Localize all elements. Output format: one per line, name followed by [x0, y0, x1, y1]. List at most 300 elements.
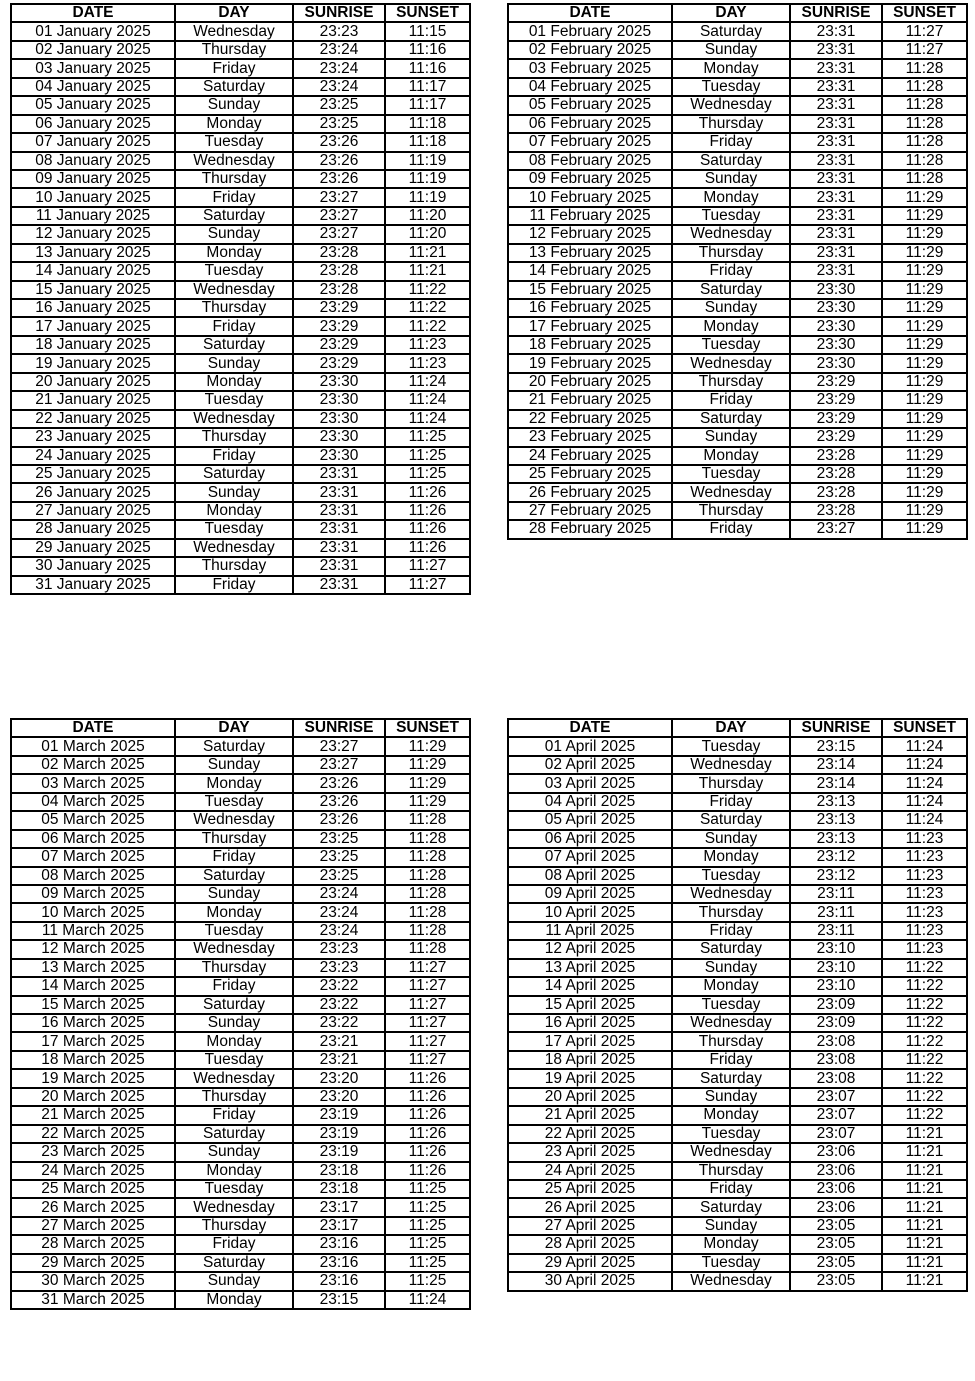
sunrise-cell: 23:10: [790, 977, 882, 995]
date-cell: 05 February 2025: [508, 96, 672, 114]
sunset-cell: 11:22: [882, 1069, 967, 1087]
sunrise-cell: 23:31: [790, 115, 882, 133]
sunrise-cell: 23:28: [293, 244, 385, 262]
table-row: [11, 78, 470, 96]
date-cell: 07 February 2025: [508, 133, 672, 151]
sunrise-cell: 23:19: [293, 1143, 385, 1161]
sunrise-cell: 23:28: [790, 465, 882, 483]
sunrise-cell: 23:11: [790, 903, 882, 921]
sunset-cell: 11:26: [385, 483, 470, 501]
table-row: [508, 262, 967, 280]
day-cell: Sunday: [672, 830, 790, 848]
date-cell: 25 February 2025: [508, 465, 672, 483]
date-cell: 11 January 2025: [11, 207, 175, 225]
date-header: DATE: [11, 4, 175, 22]
day-cell: Wednesday: [175, 410, 293, 428]
date-cell: 30 January 2025: [11, 557, 175, 575]
date-cell: 19 February 2025: [508, 354, 672, 372]
sunrise-cell: 23:30: [293, 428, 385, 446]
table-row: [11, 262, 470, 280]
sunset-cell: 11:24: [882, 774, 967, 792]
table-row: [11, 1088, 470, 1106]
sunset-cell: 11:29: [385, 737, 470, 755]
sunrise-cell: 23:31: [790, 244, 882, 262]
sunset-cell: 11:21: [882, 1217, 967, 1235]
date-cell: 01 February 2025: [508, 22, 672, 40]
table-row: [11, 1125, 470, 1143]
day-cell: Sunday: [175, 1014, 293, 1032]
sunrise-cell: 23:21: [293, 1032, 385, 1050]
table-row: [11, 1032, 470, 1050]
table-row: [11, 354, 470, 372]
day-cell: Thursday: [672, 244, 790, 262]
sunrise-cell: 23:30: [790, 299, 882, 317]
date-cell: 22 February 2025: [508, 410, 672, 428]
day-cell: Wednesday: [175, 539, 293, 557]
sunset-cell: 11:24: [882, 811, 967, 829]
sunrise-cell: 23:17: [293, 1198, 385, 1216]
sunrise-cell: 23:30: [790, 281, 882, 299]
day-cell: Wednesday: [175, 281, 293, 299]
sunrise-cell: 23:06: [790, 1143, 882, 1161]
sunset-cell: 11:28: [385, 867, 470, 885]
table-row: [508, 1198, 967, 1216]
sunset-cell: 11:27: [385, 576, 470, 594]
table-row: [11, 885, 470, 903]
day-cell: Tuesday: [175, 133, 293, 151]
day-cell: Monday: [175, 244, 293, 262]
date-cell: 07 April 2025: [508, 848, 672, 866]
header-row: [11, 4, 470, 22]
table-row: [508, 830, 967, 848]
date-cell: 31 March 2025: [11, 1291, 175, 1309]
sunset-cell: 11:25: [385, 447, 470, 465]
date-cell: 13 February 2025: [508, 244, 672, 262]
day-cell: Monday: [672, 1235, 790, 1253]
sunrise-cell: 23:05: [790, 1254, 882, 1272]
sunset-cell: 11:29: [882, 336, 967, 354]
date-cell: 27 February 2025: [508, 502, 672, 520]
day-cell: Tuesday: [175, 262, 293, 280]
table-row: [11, 1051, 470, 1069]
date-cell: 08 February 2025: [508, 152, 672, 170]
date-cell: 07 March 2025: [11, 848, 175, 866]
sunset-cell: 11:28: [882, 170, 967, 188]
day-cell: Sunday: [175, 483, 293, 501]
table-row: [508, 1235, 967, 1253]
sunrise-cell: 23:11: [790, 922, 882, 940]
day-cell: Sunday: [672, 170, 790, 188]
sunset-cell: 11:27: [385, 959, 470, 977]
sunset-cell: 11:26: [385, 1088, 470, 1106]
sunrise-cell: 23:12: [790, 867, 882, 885]
table-row: [508, 922, 967, 940]
sunrise-cell: 23:30: [293, 373, 385, 391]
table-row: [11, 1180, 470, 1198]
sunrise-cell: 23:17: [293, 1217, 385, 1235]
table-row: [11, 848, 470, 866]
sunrise-cell: 23:07: [790, 1125, 882, 1143]
sunset-cell: 11:22: [385, 281, 470, 299]
sunrise-cell: 23:14: [790, 774, 882, 792]
sunset-cell: 11:29: [882, 410, 967, 428]
sunrise-cell: 23:20: [293, 1069, 385, 1087]
sunrise-cell: 23:28: [293, 262, 385, 280]
day-cell: Monday: [175, 502, 293, 520]
table-row: [508, 1143, 967, 1161]
date-header: DATE: [508, 4, 672, 22]
sunrise-cell: 23:26: [293, 133, 385, 151]
sunset-cell: 11:21: [882, 1198, 967, 1216]
day-cell: Saturday: [672, 281, 790, 299]
day-cell: Wednesday: [175, 811, 293, 829]
sunrise-cell: 23:26: [293, 793, 385, 811]
table-row: [11, 447, 470, 465]
date-cell: 11 February 2025: [508, 207, 672, 225]
day-cell: Saturday: [175, 867, 293, 885]
date-cell: 13 April 2025: [508, 959, 672, 977]
sunset-cell: 11:22: [882, 1014, 967, 1032]
sunset-cell: 11:21: [882, 1272, 967, 1290]
day-cell: Friday: [175, 848, 293, 866]
table-row: [11, 576, 470, 594]
date-cell: 11 March 2025: [11, 922, 175, 940]
table-row: [11, 959, 470, 977]
sunset-cell: 11:25: [385, 1180, 470, 1198]
day-cell: Friday: [175, 576, 293, 594]
date-cell: 31 January 2025: [11, 576, 175, 594]
date-cell: 06 January 2025: [11, 115, 175, 133]
date-cell: 26 April 2025: [508, 1198, 672, 1216]
date-header: DATE: [11, 719, 175, 737]
sunrise-cell: 23:09: [790, 1014, 882, 1032]
sunset-cell: 11:23: [882, 867, 967, 885]
table-row: [11, 756, 470, 774]
table-row: [11, 903, 470, 921]
day-cell: Tuesday: [672, 996, 790, 1014]
sunrise-cell: 23:09: [790, 996, 882, 1014]
sunset-cell: 11:21: [385, 262, 470, 280]
date-cell: 21 January 2025: [11, 391, 175, 409]
date-cell: 14 January 2025: [11, 262, 175, 280]
sunset-cell: 11:15: [385, 22, 470, 40]
table-row: [11, 1106, 470, 1124]
sunset-cell: 11:29: [882, 447, 967, 465]
date-cell: 20 January 2025: [11, 373, 175, 391]
day-cell: Thursday: [175, 41, 293, 59]
date-cell: 03 February 2025: [508, 59, 672, 77]
sunset-cell: 11:27: [385, 996, 470, 1014]
day-cell: Saturday: [672, 811, 790, 829]
day-cell: Wednesday: [672, 756, 790, 774]
day-cell: Monday: [672, 317, 790, 335]
day-cell: Thursday: [672, 502, 790, 520]
date-cell: 16 April 2025: [508, 1014, 672, 1032]
sunset-cell: 11:21: [882, 1162, 967, 1180]
sunrise-cell: 23:11: [790, 885, 882, 903]
sunrise-cell: 23:24: [293, 41, 385, 59]
table-row: [508, 78, 967, 96]
day-cell: Sunday: [672, 41, 790, 59]
day-cell: Wednesday: [175, 1198, 293, 1216]
day-cell: Thursday: [672, 1032, 790, 1050]
day-cell: Sunday: [175, 354, 293, 372]
date-cell: 19 March 2025: [11, 1069, 175, 1087]
day-cell: Friday: [672, 1051, 790, 1069]
sunrise-cell: 23:06: [790, 1198, 882, 1216]
table-row: [508, 96, 967, 114]
day-cell: Thursday: [672, 903, 790, 921]
table-row: [11, 336, 470, 354]
sunset-cell: 11:25: [385, 465, 470, 483]
sunrise-cell: 23:30: [790, 354, 882, 372]
day-cell: Saturday: [175, 996, 293, 1014]
date-cell: 20 February 2025: [508, 373, 672, 391]
sunrise-cell: 23:08: [790, 1051, 882, 1069]
sunset-cell: 11:24: [385, 373, 470, 391]
day-cell: Saturday: [672, 1198, 790, 1216]
sunrise-cell: 23:31: [790, 188, 882, 206]
day-cell: Thursday: [672, 1162, 790, 1180]
sunrise-cell: 23:31: [790, 262, 882, 280]
date-cell: 12 April 2025: [508, 940, 672, 958]
january-table: [10, 3, 471, 595]
date-cell: 05 April 2025: [508, 811, 672, 829]
day-cell: Monday: [175, 1291, 293, 1309]
date-cell: 10 February 2025: [508, 188, 672, 206]
day-cell: Saturday: [175, 1254, 293, 1272]
day-cell: Saturday: [672, 1069, 790, 1087]
date-cell: 12 January 2025: [11, 225, 175, 243]
table-row: [11, 465, 470, 483]
table-row: [508, 317, 967, 335]
table-row: [11, 1162, 470, 1180]
day-cell: Monday: [672, 1106, 790, 1124]
day-cell: Monday: [672, 977, 790, 995]
day-cell: Tuesday: [175, 793, 293, 811]
sunrise-cell: 23:13: [790, 793, 882, 811]
day-cell: Sunday: [175, 1272, 293, 1290]
date-cell: 16 January 2025: [11, 299, 175, 317]
sunset-cell: 11:26: [385, 1162, 470, 1180]
table-row: [508, 41, 967, 59]
sunrise-cell: 23:30: [790, 317, 882, 335]
sunrise-cell: 23:14: [790, 756, 882, 774]
sunset-cell: 11:24: [882, 756, 967, 774]
sunset-cell: 11:28: [882, 115, 967, 133]
date-cell: 01 April 2025: [508, 737, 672, 755]
day-cell: Sunday: [175, 885, 293, 903]
sunrise-cell: 23:29: [790, 410, 882, 428]
table-row: [508, 428, 967, 446]
sunrise-cell: 23:31: [293, 557, 385, 575]
table-row: [508, 977, 967, 995]
day-cell: Tuesday: [672, 78, 790, 96]
date-cell: 09 April 2025: [508, 885, 672, 903]
sunset-cell: 11:22: [882, 977, 967, 995]
table-row: [508, 867, 967, 885]
sunset-cell: 11:29: [882, 317, 967, 335]
day-cell: Saturday: [175, 78, 293, 96]
day-cell: Friday: [175, 317, 293, 335]
sunset-cell: 11:27: [385, 557, 470, 575]
table-row: [11, 373, 470, 391]
day-cell: Thursday: [175, 557, 293, 575]
sunrise-header: SUNRISE: [790, 719, 882, 737]
table-row: [11, 774, 470, 792]
day-cell: Friday: [672, 262, 790, 280]
date-cell: 27 January 2025: [11, 502, 175, 520]
sunset-header: SUNSET: [385, 719, 470, 737]
sunrise-cell: 23:27: [293, 756, 385, 774]
sunrise-cell: 23:25: [293, 867, 385, 885]
sunset-cell: 11:29: [882, 262, 967, 280]
date-cell: 11 April 2025: [508, 922, 672, 940]
sunrise-header: SUNRISE: [293, 4, 385, 22]
sunrise-cell: 23:23: [293, 959, 385, 977]
sunrise-cell: 23:31: [790, 41, 882, 59]
day-cell: Friday: [175, 1235, 293, 1253]
sunrise-cell: 23:25: [293, 830, 385, 848]
sunset-cell: 11:29: [882, 207, 967, 225]
table-row: [11, 830, 470, 848]
sunrise-cell: 23:29: [790, 428, 882, 446]
sunset-cell: 11:22: [385, 317, 470, 335]
sunset-cell: 11:29: [385, 756, 470, 774]
day-cell: Tuesday: [175, 1051, 293, 1069]
april-table: [507, 718, 968, 1292]
day-cell: Wednesday: [672, 1272, 790, 1290]
table-row: [508, 152, 967, 170]
day-cell: Wednesday: [672, 483, 790, 501]
date-cell: 14 February 2025: [508, 262, 672, 280]
sunset-cell: 11:27: [882, 22, 967, 40]
sunset-cell: 11:21: [882, 1143, 967, 1161]
sunset-cell: 11:22: [882, 996, 967, 1014]
sunset-cell: 11:28: [385, 830, 470, 848]
date-cell: 08 April 2025: [508, 867, 672, 885]
sunset-cell: 11:22: [882, 1088, 967, 1106]
table-row: [508, 373, 967, 391]
sunset-cell: 11:27: [385, 1051, 470, 1069]
sunset-cell: 11:27: [385, 1014, 470, 1032]
sunrise-cell: 23:15: [293, 1291, 385, 1309]
date-cell: 17 January 2025: [11, 317, 175, 335]
sunrise-cell: 23:05: [790, 1235, 882, 1253]
sunset-cell: 11:28: [882, 96, 967, 114]
date-cell: 24 March 2025: [11, 1162, 175, 1180]
sunrise-cell: 23:26: [293, 170, 385, 188]
date-cell: 30 April 2025: [508, 1272, 672, 1290]
sunset-cell: 11:18: [385, 115, 470, 133]
sunset-cell: 11:24: [882, 737, 967, 755]
day-cell: Saturday: [672, 940, 790, 958]
table-row: [508, 447, 967, 465]
table-row: [11, 59, 470, 77]
table-row: [11, 188, 470, 206]
table-row: [508, 737, 967, 755]
day-cell: Saturday: [175, 737, 293, 755]
date-cell: 29 April 2025: [508, 1254, 672, 1272]
sunset-cell: 11:22: [385, 299, 470, 317]
sunset-cell: 11:25: [385, 1235, 470, 1253]
table-row: [11, 737, 470, 755]
table-row: [11, 1272, 470, 1290]
date-cell: 17 April 2025: [508, 1032, 672, 1050]
sunrise-cell: 23:25: [293, 848, 385, 866]
date-cell: 08 March 2025: [11, 867, 175, 885]
sunrise-cell: 23:06: [790, 1180, 882, 1198]
date-cell: 25 January 2025: [11, 465, 175, 483]
day-header: DAY: [175, 719, 293, 737]
header-row: [508, 719, 967, 737]
sunrise-cell: 23:07: [790, 1106, 882, 1124]
sunrise-cell: 23:23: [293, 940, 385, 958]
sunrise-cell: 23:30: [293, 391, 385, 409]
sunset-cell: 11:29: [882, 391, 967, 409]
sunset-cell: 11:28: [385, 848, 470, 866]
table-row: [11, 977, 470, 995]
table-row: [508, 1032, 967, 1050]
sunrise-cell: 23:28: [790, 483, 882, 501]
sunset-cell: 11:26: [385, 1106, 470, 1124]
date-cell: 09 February 2025: [508, 170, 672, 188]
sunrise-cell: 23:16: [293, 1235, 385, 1253]
day-cell: Saturday: [672, 22, 790, 40]
sunrise-cell: 23:29: [790, 373, 882, 391]
date-cell: 13 January 2025: [11, 244, 175, 262]
sunset-cell: 11:23: [882, 922, 967, 940]
date-cell: 09 January 2025: [11, 170, 175, 188]
sunrise-cell: 23:22: [293, 1014, 385, 1032]
sunrise-cell: 23:28: [790, 447, 882, 465]
day-cell: Tuesday: [175, 391, 293, 409]
sunset-cell: 11:29: [882, 188, 967, 206]
table-row: [11, 996, 470, 1014]
day-cell: Saturday: [175, 207, 293, 225]
table-row: [11, 1217, 470, 1235]
date-cell: 27 April 2025: [508, 1217, 672, 1235]
sunset-cell: 11:26: [385, 520, 470, 538]
sunrise-cell: 23:24: [293, 885, 385, 903]
date-cell: 04 April 2025: [508, 793, 672, 811]
sunrise-cell: 23:08: [790, 1032, 882, 1050]
sunrise-cell: 23:28: [790, 502, 882, 520]
date-cell: 26 January 2025: [11, 483, 175, 501]
day-cell: Monday: [175, 373, 293, 391]
sunrise-cell: 23:08: [790, 1069, 882, 1087]
sunset-cell: 11:24: [882, 793, 967, 811]
sunset-cell: 11:28: [882, 59, 967, 77]
day-cell: Thursday: [175, 830, 293, 848]
table-row: [508, 793, 967, 811]
table-row: [508, 848, 967, 866]
table-row: [508, 1106, 967, 1124]
table-row: [508, 244, 967, 262]
table-row: [508, 774, 967, 792]
table-row: [11, 867, 470, 885]
sunset-cell: 11:29: [882, 373, 967, 391]
table-row: [508, 1254, 967, 1272]
sunset-cell: 11:26: [385, 539, 470, 557]
table-row: [508, 188, 967, 206]
table-row: [11, 133, 470, 151]
sunrise-cell: 23:23: [293, 22, 385, 40]
date-cell: 09 March 2025: [11, 885, 175, 903]
sunset-cell: 11:26: [385, 1125, 470, 1143]
date-cell: 25 April 2025: [508, 1180, 672, 1198]
sunset-cell: 11:28: [882, 133, 967, 151]
